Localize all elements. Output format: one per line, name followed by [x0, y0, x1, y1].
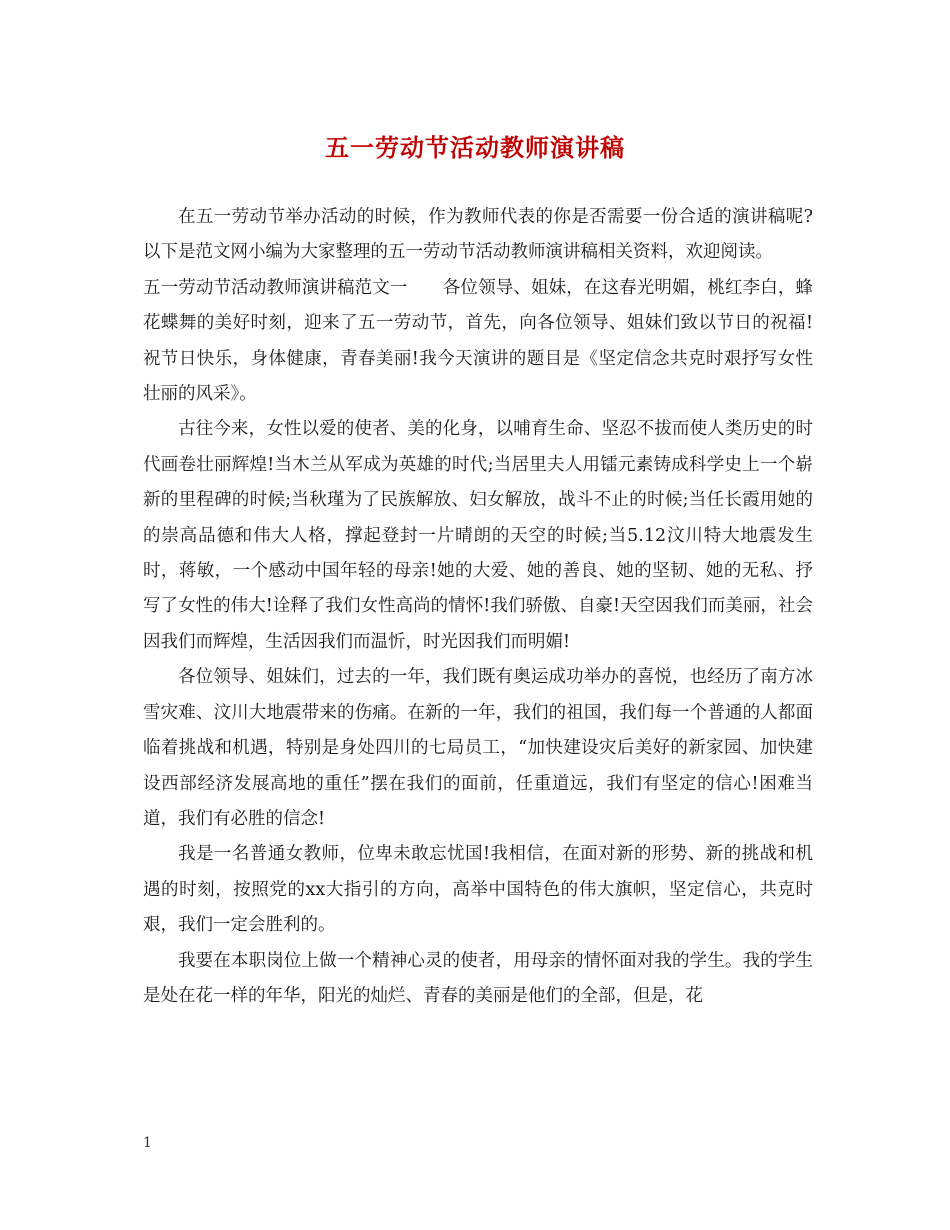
- document-body: [143, 200, 813, 1014]
- history-paragraph: 古往今来，女性以爱的使者、美的化身，以哺育生命、坚忍不拔而使人类历史的时代画卷壮丽辉煌!当木兰从军成为英雄的时代;当居里夫人用镭元素铸成科学史上一个崭新的里程碑的时候;当秋瑾为了民族解放、妇女解放，战斗不止的时候;当任长霞用她的的崇高品德和伟大人格，撑起登封一片晴朗的天空的时候;当5.12汶川特大地震发生时，蒋敏，一个感动中国年轻的母亲!她的大爱、她的善良、她的坚韧、她的无私、抒写了女性的伟大!诠释了我们女性高尚的情怀!我们骄傲、自豪!天空因我们而美丽，社会因我们而辉煌，生活因我们而温忻，时光因我们而明媚!: [143, 419, 813, 652]
- teacher-resolve-paragraph: 我是一名普通女教师，位卑未敢忘忧国!我相信，在面对新的形势、新的挑战和机遇的时刻，按照党的xx大指引的方向，高举中国特色的伟大旗帜，坚定信心，共克时艰，我们一定会胜利的。: [143, 844, 813, 936]
- mission-paragraph: 我要在本职岗位上做一个精神心灵的使者，用母亲的情怀面对我的学生。我的学生是处在花一样的年华，阳光的灿烂、青春的美丽是他们的全部，但是，花: [143, 950, 813, 1006]
- intro-paragraph: 在五一劳动节举办活动的时候，作为教师代表的你是否需要一份合适的演讲稿呢?以下是范文网小编为大家整理的五一劳动节活动教师演讲稿相关资料，欢迎阅读。: [143, 207, 813, 263]
- past-year-paragraph: 各位领导、姐妹们，过去的一年，我们既有奥运成功举办的喜悦，也经历了南方冰雪灾难、汶川大地震带来的伤痛。在新的一年，我们的祖国，我们每一个普通的人都面临着挑战和机遇，特别是身处四川的七局员工，“加快建设灾后美好的新家园、加快建设西部经济发展高地的重任”摆在我们的面前，任重道远，我们有坚定的信心!困难当道，我们有必胜的信念!: [143, 667, 813, 829]
- document-title: 五一劳动节活动教师演讲稿: [325, 133, 625, 162]
- page-number: 1: [143, 1135, 152, 1151]
- speech-opening-paragraph: 五一劳动节活动教师演讲稿范文一 各位领导、姐妹，在这春光明媚，桃红李白，蜂花蝶舞的美好时刻，迎来了五一劳动节，首先，向各位领导、姐妹们致以节日的祝福!祝节日快乐，身体健康，青春美丽!我今天演讲的题目是《坚定信念共克时艰抒写女性壮丽的风采》。: [143, 277, 813, 405]
